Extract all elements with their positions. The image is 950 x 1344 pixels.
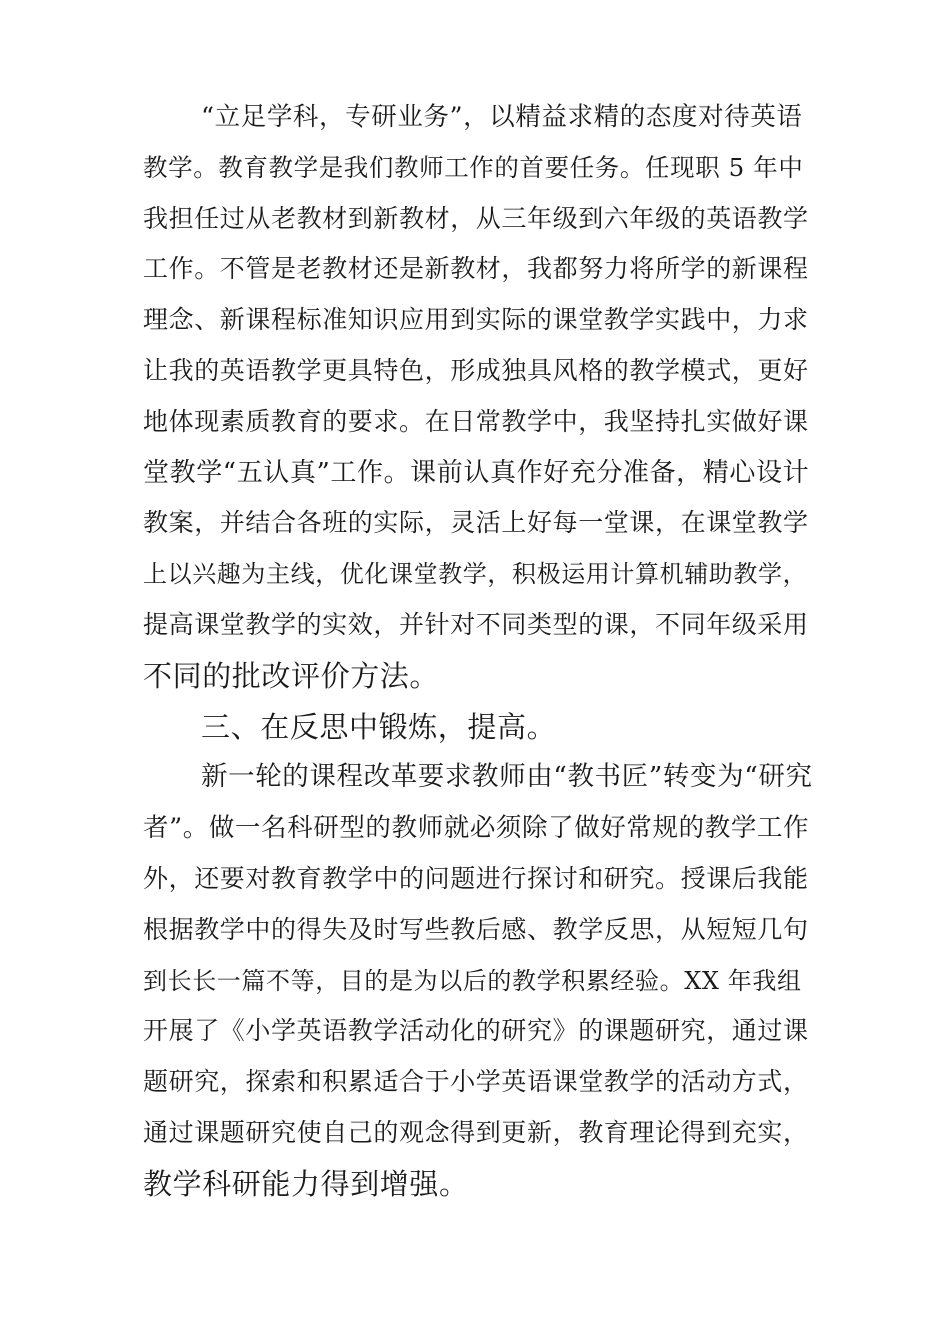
paragraph-line: 通过课题研究使自己的观念得到更新，教育理论得到充实， — [143, 1117, 809, 1147]
paragraph-line: 我担任过从老教材到新教材，从三年级到六年级的英语教学 — [143, 203, 809, 233]
paragraph-line: 地体现素质教育的要求。在日常教学中，我坚持扎实做好课 — [143, 406, 809, 436]
paragraph-line: 让我的英语教学更具特色，形成独具风格的教学模式，更好 — [143, 355, 809, 385]
document-body — [143, 92, 813, 1210]
paragraph-line: 新一轮的课程改革要求教师由“教书匠”转变为“研究 — [201, 761, 813, 793]
paragraph-line: 上以兴趣为主线，优化课堂教学，积极运用计算机辅助教学， — [143, 560, 808, 589]
paragraph-line: 教案，并结合各班的实际，灵活上好每一堂课，在课堂教学 — [143, 508, 809, 538]
paragraph-line: 根据教学中的得失及时写些教后感、教学反思，从短短几句 — [143, 914, 809, 944]
paragraph-line: 工作。不管是老教材还是新教材，我都努力将所学的新课程 — [143, 254, 809, 284]
paragraph-line: 外，还要对教育教学中的问题进行探讨和研究。授课后我能 — [143, 863, 809, 893]
paragraph-line: 堂教学“五认真”工作。课前认真作好充分准备，精心设计 — [143, 457, 810, 488]
paragraph-line: 教学科研能力得到增强。 — [143, 1166, 469, 1201]
paragraph-line: 教学。教育教学是我们教师工作的首要任务。任现职 5 年中 — [143, 152, 804, 182]
paragraph-line: “立足学科，专研业务”，以精益求精的态度对待英语 — [201, 102, 803, 132]
paragraph-line: 到长长一篇不等，目的是为以后的教学积累经验。XX 年我组 — [143, 966, 802, 995]
section-heading: 三、在反思中锻炼，提高。 — [201, 709, 557, 744]
paragraph-line: 提高课堂教学的实效，并针对不同类型的课，不同年级采用 — [143, 609, 809, 639]
paragraph-line: 者”。做一名科研型的教师就必须除了做好常规的教学工作 — [143, 813, 810, 844]
paragraph-line: 开展了《小学英语教学活动化的研究》的课题研究，通过课 — [143, 1016, 809, 1046]
paragraph-line: 理念、新课程标准知识应用到实际的课堂教学实践中，力求 — [143, 305, 809, 335]
paragraph-line: 题研究，探索和积累适合于小学英语课堂教学的活动方式， — [143, 1067, 809, 1097]
paragraph-line: 不同的批改评价方法。 — [143, 658, 440, 693]
